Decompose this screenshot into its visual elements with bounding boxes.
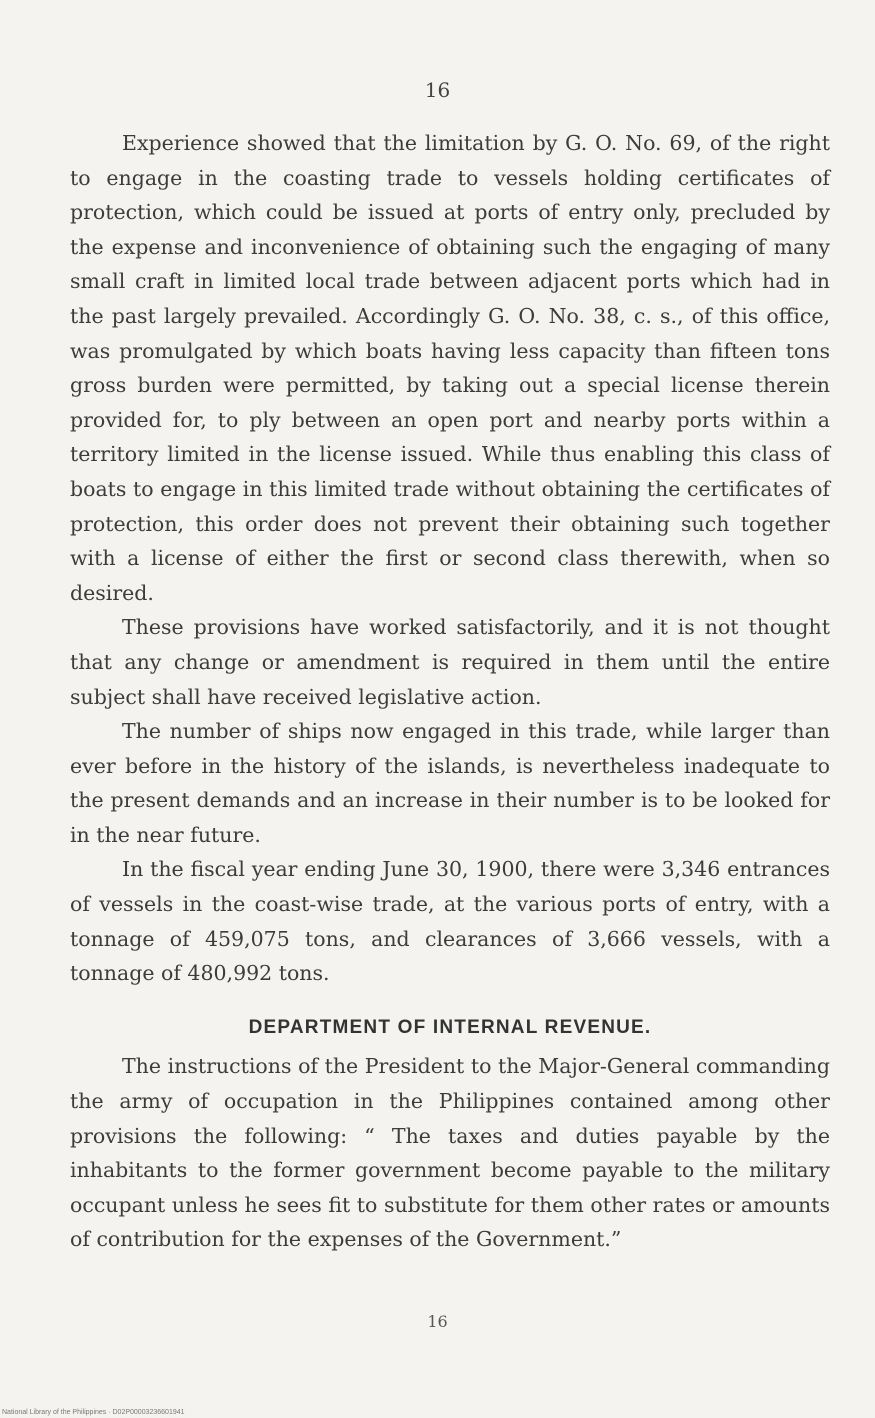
body-text bbox=[70, 126, 830, 1257]
paragraph-ships-number: The number of ships now engaged in this trade, while larger than ever before in the history of the islands, is nevertheless inadequate to the present demands and an increase in their number is to be looked for in the near future. bbox=[70, 719, 830, 847]
paragraph-fiscal-year-statistics: In the fiscal year ending June 30, 1900, there were 3,346 entrances of vessels in the coast-wise trade, at the various ports of entry, with a tonnage of 459,075 tons, and clearances of 3,666 vessels, with a tonnage of 480,992 tons. bbox=[70, 857, 830, 986]
footer-credit: National Library of the Philippines · D02P00003236601941 bbox=[2, 1409, 185, 1416]
paragraph-coasting-limitation: Experience showed that the limitation by G. O. No. 69, of the right to engage in the coasting trade to vessels holding certificates of protection, which could be issued at ports of entry only, precluded by the expense and inconvenience of obtaining such the engaging of many small craft in limited local trade between adjacent ports which had in the past largely prevailed. Accordingly G. O. No. 38, c. s., of this office, was promulgated by which boats having less capacity than fifteen tons gross burden were permitted, by taking out a special license therein provided for, to ply between an open port and nearby ports within a territory limited in the license issued. While thus enabling this class of boats to engage in this limited trade without obtaining the certificates of protection, this order does not prevent their obtaining such together with a license of either the first or second class therewith, when so desired. bbox=[70, 131, 830, 605]
paragraph-provisions-satisfactory: These provisions have worked satisfactorily, and it is not thought that any change or amendment is required in them until the entire subject shall have received legislative action. bbox=[70, 615, 830, 709]
page-number-bottom: 16 bbox=[427, 1312, 448, 1331]
section-heading: DEPARTMENT OF INTERNAL REVENUE. bbox=[248, 1016, 652, 1038]
paragraph-president-instructions: The instructions of the President to the Major-General commanding the army of occupation in the Philippines contained among other provisions the following: “ The taxes and duties payable by the inhabitants to the former government become payable to the military occupant unless he sees fit to substitute for them other rates or amounts of contribution for the expenses of the Government.” bbox=[70, 1054, 830, 1252]
page-number-top: 16 bbox=[424, 78, 451, 102]
